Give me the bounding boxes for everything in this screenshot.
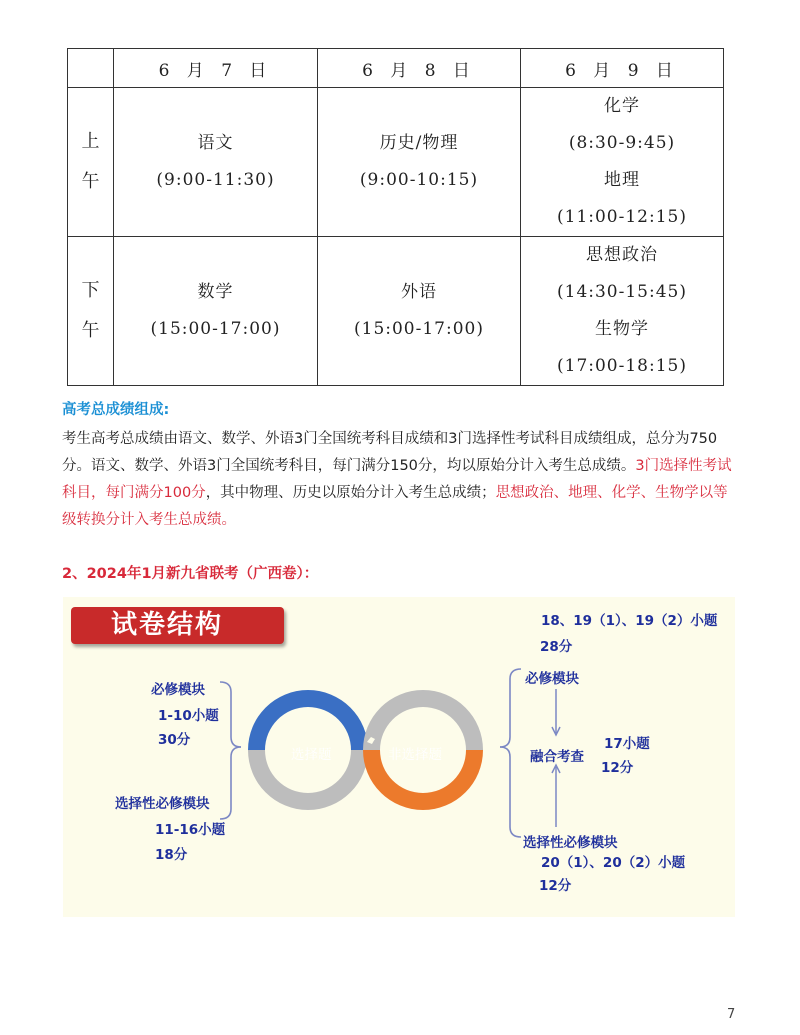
right-required-module: 必修模块 [525,671,579,687]
left-brace-bottom [220,747,241,819]
subject-name: 外语 [401,282,437,302]
subject-name: 思想政治 [586,245,658,265]
subject-time: (14:30-15:45) [557,282,687,302]
score-section-heading: 高考总成绩组成: [62,402,170,418]
paper-structure-diagram [63,597,735,917]
period-label-afternoon: 下 午 [68,237,114,386]
schedule-cell [114,237,318,386]
subject-time: (9:00-10:15) [359,170,479,190]
left-top-title: 必修模块 [151,682,205,698]
schedule-cell [521,237,724,386]
subject-name: 数学 [197,282,234,302]
date-header: 6 月 7 日 [114,49,318,88]
right-bottom-score: 12分 [539,878,572,894]
left-bottom-title: 选择性必修模块 [115,796,210,812]
left-ring-top [248,690,368,750]
subject-time: (8:30-9:45) [568,133,676,153]
subject-name: 生物学 [595,319,649,339]
subject-name: 化学 [604,96,640,116]
schedule-cell [114,88,318,237]
left-top-score: 30分 [158,732,191,748]
subject-time: (17:00-18:15) [557,356,687,376]
subject-time: (15:00-17:00) [150,319,281,339]
exam-schedule-table [67,48,724,386]
schedule-row-afternoon [68,237,724,386]
score-section-paragraph [62,426,742,534]
schedule-cell [318,237,521,386]
schedule-corner-cell [68,49,114,88]
right-brace-top [500,669,521,747]
subject-name: 历史/物理 [379,133,459,153]
right-top-score: 28分 [540,639,573,655]
left-ring-label: 选择题 [291,747,332,763]
schedule-row-morning [68,88,724,237]
left-bottom-score: 18分 [155,847,188,863]
subject-time: (9:00-11:30) [156,170,275,190]
right-elective-module: 选择性必修模块 [523,835,618,851]
diagram-banner: 试卷结构 [71,607,284,644]
left-bottom-questions: 11-16小题 [155,822,226,838]
right-bottom-questions: 20（1）、20（2）小题 [541,855,686,871]
subject-name: 地理 [604,170,640,190]
schedule-header-row [68,49,724,88]
para-text: ，其中物理、历史以原始分计入考生总成绩； [205,485,496,501]
date-header: 6 月 8 日 [318,49,521,88]
fusion-score: 12分 [601,760,634,776]
page-number: 7 [727,1007,736,1022]
subject-time: (15:00-17:00) [354,319,484,339]
schedule-cell [521,88,724,237]
exam-heading: 2、2024年1月新九省联考（广西卷）： [62,566,319,582]
subject-name: 语文 [197,133,234,153]
left-brace-top [220,682,241,747]
fusion-questions: 17小题 [604,736,650,752]
right-top-questions: 18、19（1）、19（2）小题 [541,613,718,629]
para-text: 考生高考总成绩由语文、数学、外语3门全国统考科目成绩和3门选择性考试科目成绩组成，总分为750分。语文、数学、外语3门全国统考科目，每门满分150分，均以原始分计入考生总成绩。 [62,431,718,474]
para-highlight: 思想政治、地理、化学、生物学以等级转换分计入考生总成绩。 [62,485,728,528]
date-header: 6 月 9 日 [521,49,724,88]
subject-time: (11:00-12:15) [557,207,687,227]
right-ring-label: 非选择题 [388,747,442,763]
para-highlight: 3门选择性考试科目，每门满分100分 [62,458,732,501]
left-top-questions: 1-10小题 [158,708,219,724]
right-brace-bottom [500,747,521,837]
right-ring-top [363,690,483,750]
fusion-label: 融合考查 [530,749,584,765]
period-label-morning: 上 午 [68,88,114,237]
schedule-cell [318,88,521,237]
